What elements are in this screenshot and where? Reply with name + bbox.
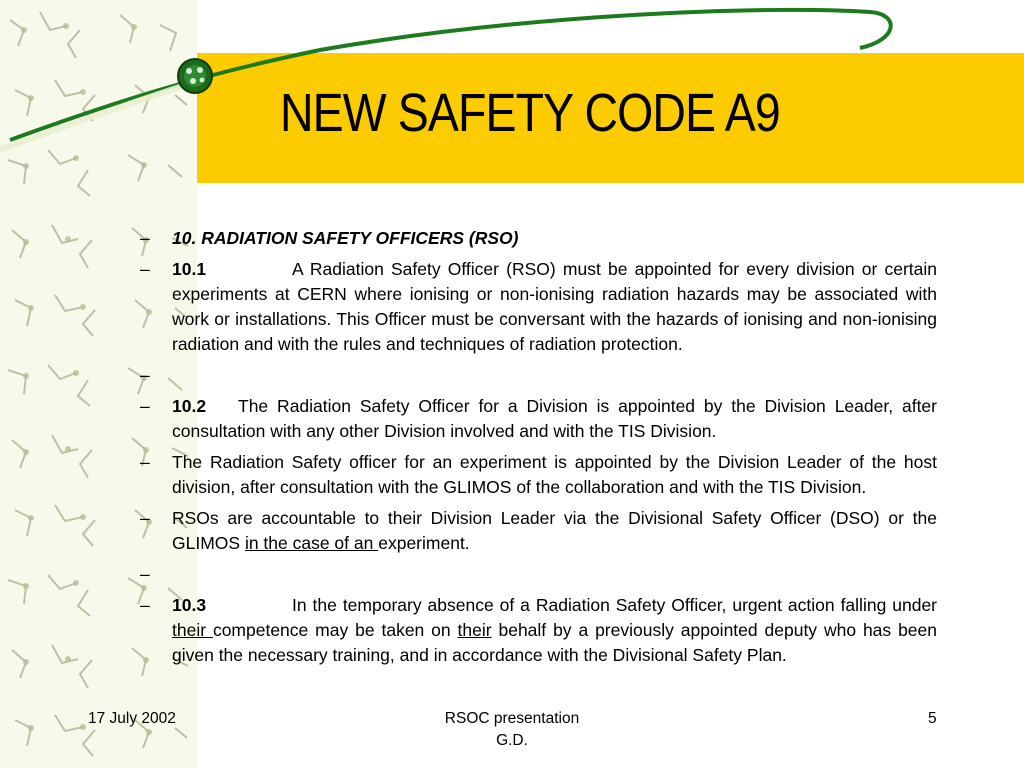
list-item-10-2 bbox=[140, 394, 937, 444]
list-item-accountability bbox=[140, 506, 937, 556]
page-number: 5 bbox=[928, 710, 937, 727]
clause-text: The Radiation Safety officer for an experiment is appointed by the Division Leader of the host division, after consultation with the GLIMOS of the collaboration and with the TIS Division. bbox=[172, 452, 937, 497]
underlined-text: their bbox=[457, 620, 492, 640]
clause-text-end: experiment. bbox=[378, 533, 470, 553]
clause-text-end: behalf by a previously appointed deputy who has been given the necessary training, and in accordance with the Divisional Safety Plan. bbox=[172, 620, 937, 665]
list-item-experiment-rso bbox=[140, 450, 937, 500]
clause-number: 10.3 bbox=[172, 595, 207, 615]
list-item-empty bbox=[140, 363, 937, 388]
clause-text: competence may be taken on bbox=[212, 620, 458, 640]
dash-bullet: – bbox=[140, 595, 150, 615]
slide-title: NEW SAFETY CODE A9 bbox=[280, 83, 780, 143]
footer-center bbox=[412, 708, 612, 752]
dash-bullet: – bbox=[140, 564, 150, 584]
dash-bullet: – bbox=[140, 396, 150, 416]
footer-presentation-title: RSOC presentation bbox=[444, 710, 580, 727]
footer-author: G.D. bbox=[496, 732, 528, 749]
clause-text: RSOs are accountable to their Division Leader via the Divisional Safety Officer (DSO) or the GLIMOS bbox=[172, 508, 937, 553]
underlined-text: in the case of an bbox=[244, 533, 379, 553]
dash-bullet: – bbox=[140, 452, 150, 472]
list-item-10-1 bbox=[140, 257, 937, 357]
dash-bullet: – bbox=[140, 228, 150, 248]
dash-bullet: – bbox=[140, 365, 150, 385]
clause-text: In the temporary absence of a Radiation Safety Officer, urgent action falling under bbox=[292, 595, 937, 615]
footer-date: 17 July 2002 bbox=[88, 710, 176, 727]
dash-bullet: – bbox=[140, 259, 150, 279]
list-item-10-3 bbox=[140, 593, 937, 668]
slide-body bbox=[140, 226, 937, 674]
clause-number: 10.1 bbox=[172, 259, 207, 279]
dash-bullet: – bbox=[140, 508, 150, 528]
clause-text: A Radiation Safety Officer (RSO) must be appointed for every division or certain experiments at CERN where ionising or non-ionising radiation hazards may be associated with work or installations. This Officer must be conversant with the hazards of ionising and non-ionising radiation and with the rules and techniques of radiation protection. bbox=[172, 259, 937, 354]
clause-number: 10.2 bbox=[172, 396, 207, 416]
section-heading: 10. RADIATION SAFETY OFFICERS (RSO) bbox=[172, 228, 519, 248]
list-item-heading bbox=[140, 226, 937, 251]
underlined-text: their bbox=[172, 620, 213, 640]
clause-text: The Radiation Safety Officer for a Division is appointed by the Division Leader, after consultation with any other Division involved and with the TIS Division. bbox=[172, 396, 937, 441]
list-item-empty bbox=[140, 562, 937, 587]
